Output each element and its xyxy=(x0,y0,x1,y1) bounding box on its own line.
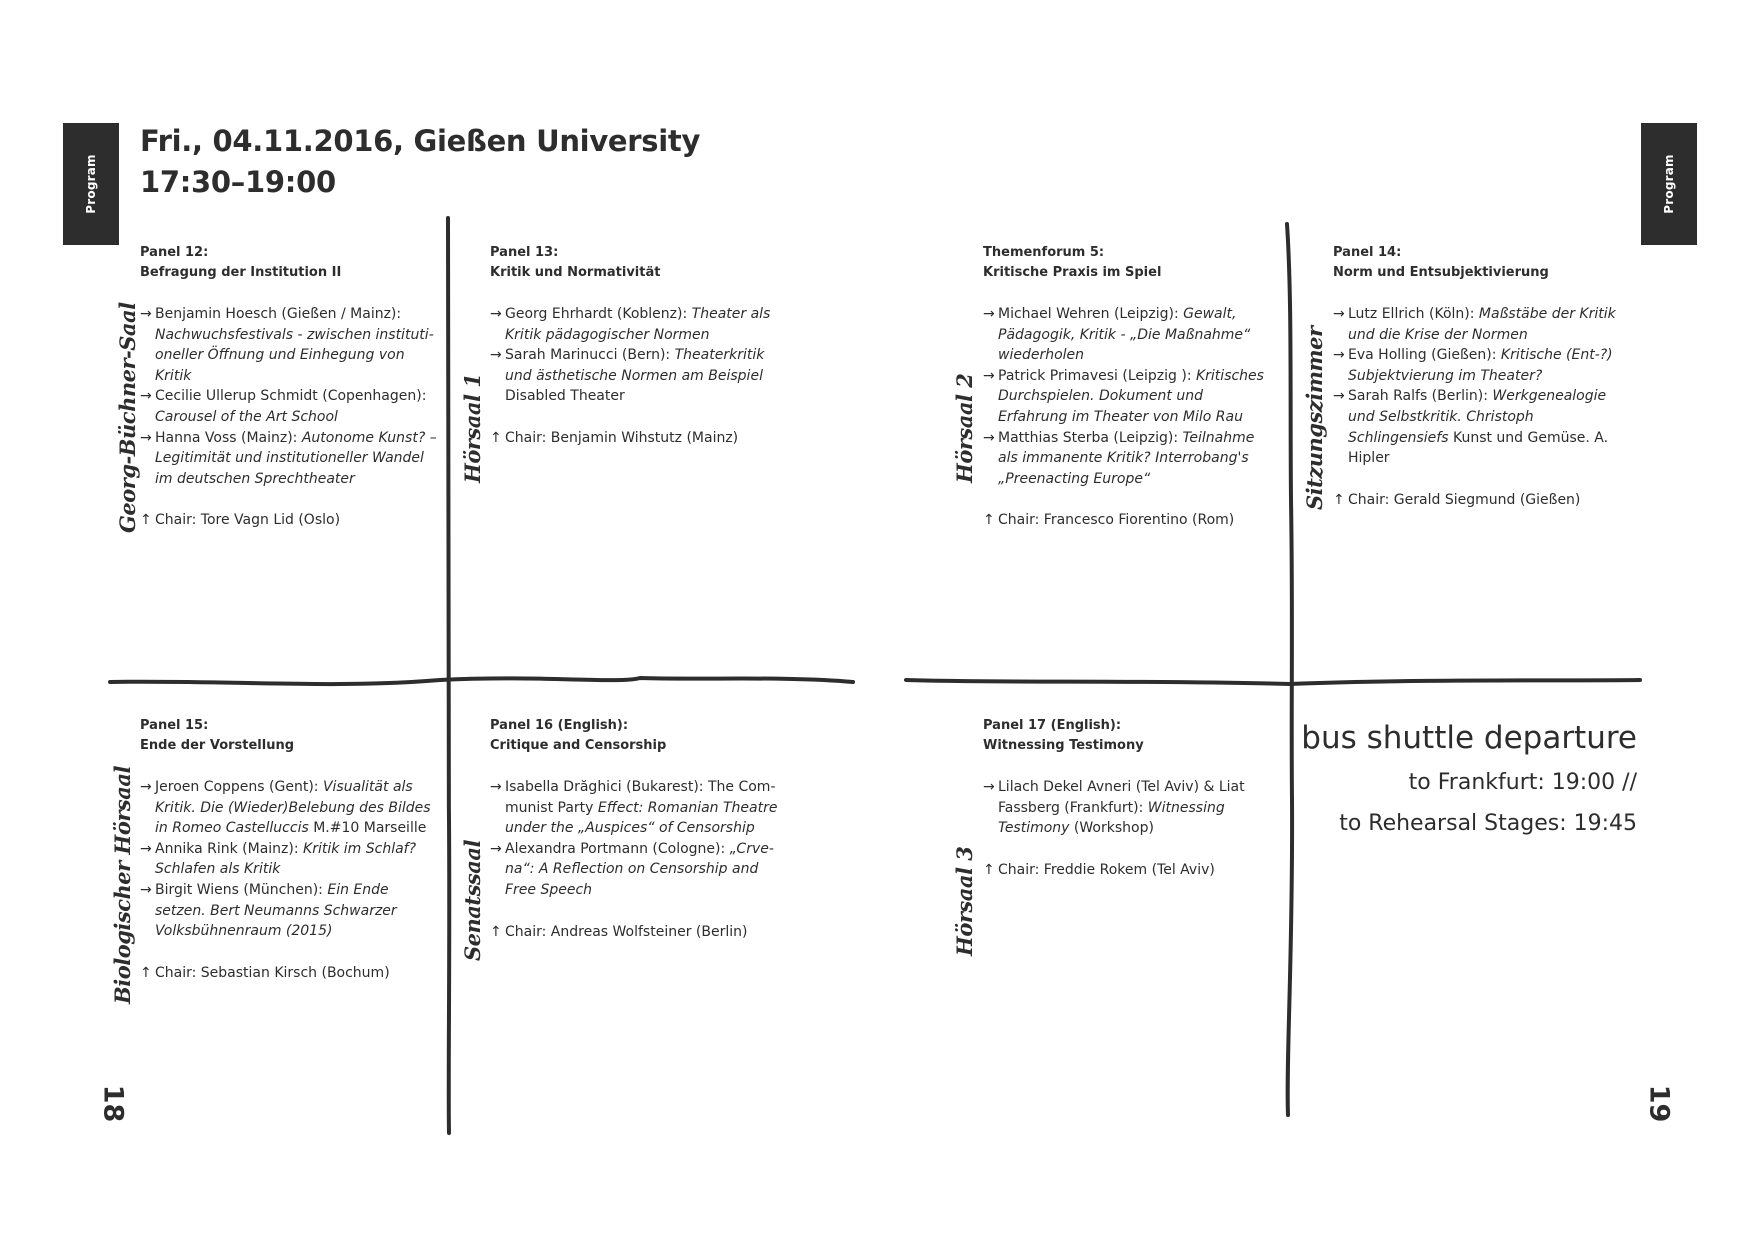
talk-speaker: Matthias Sterba (Leipzig): xyxy=(998,429,1183,446)
bus-shuttle-frankfurt: to Frankfurt: 19:00 // xyxy=(1408,770,1637,795)
arrow-right-icon: → xyxy=(983,429,995,446)
talk-title-rest: Kunst und Gemüse. A. Hipler xyxy=(1348,429,1609,467)
talk-speaker: Hanna Voss (Mainz): xyxy=(155,429,302,446)
arrow-right-icon: → xyxy=(140,779,152,795)
arrow-up-icon: ↑ xyxy=(140,964,152,981)
arrow-right-icon: → xyxy=(490,347,502,364)
panel-label: Themenforum 5: xyxy=(983,245,1105,260)
talk-title: Kritik im Schlaf? Schlafen als Kritik xyxy=(155,840,417,878)
talk-speaker: Michael Wehren (Leipzig): xyxy=(998,306,1184,322)
talk-entry xyxy=(490,345,780,407)
panel-title: Kritische Praxis im Spiel xyxy=(983,265,1162,280)
arrow-right-icon: → xyxy=(140,388,152,405)
talk-title: Visualität als Kritik. Die (Wieder)Belebung des Bildes in Romeo Castelluccis xyxy=(155,779,431,837)
talk-title: „Crvena“: A Reflection on Censorship and Free Speech xyxy=(505,840,774,898)
talk-entry xyxy=(140,386,440,427)
panel-title: Critique and Censorship xyxy=(490,738,667,753)
talk-entry xyxy=(490,777,790,839)
talk-title-rest: (Workshop) xyxy=(1069,820,1154,837)
panel-14 xyxy=(1333,243,1633,510)
talk-title: Maßstäbe der Kritik und die Krise der Normen xyxy=(1348,306,1616,343)
talk-title: Witnessing Testimony xyxy=(998,799,1225,837)
chair-entry xyxy=(140,963,440,984)
arrow-right-icon: → xyxy=(490,840,502,857)
panel-chair: Chair: Francesco Fiorentino (Rom) xyxy=(998,512,1235,529)
arrow-right-icon: → xyxy=(983,779,995,795)
panel-chair: Chair: Freddie Rokem (Tel Aviv) xyxy=(998,861,1215,878)
panel-label: Panel 15: xyxy=(140,718,209,733)
divider-vertical-left xyxy=(448,218,449,1133)
arrow-up-icon: ↑ xyxy=(140,512,152,529)
panel-label: Panel 13: xyxy=(490,245,559,260)
talk-speaker: Benjamin Hoesch (Gießen / Mainz): xyxy=(155,306,402,322)
talk-title-rest: Disabled Theater xyxy=(505,388,625,405)
page-number-left: 18 xyxy=(97,1084,129,1123)
arrow-up-icon: ↑ xyxy=(490,923,502,940)
talk-entry xyxy=(983,304,1273,366)
talk-speaker: Birgit Wiens (München): xyxy=(155,881,328,898)
panel-chair: Chair: Benjamin Wihstutz (Mainz) xyxy=(505,429,739,446)
arrow-right-icon: → xyxy=(140,881,152,898)
talk-entry xyxy=(983,777,1273,839)
panel-chair: Chair: Tore Vagn Lid (Oslo) xyxy=(155,512,341,529)
talk-speaker: Isabella Drăghici (Bukarest): The Communist Party xyxy=(505,779,776,816)
arrow-right-icon: → xyxy=(983,367,995,384)
program-tab-label: Program xyxy=(1662,154,1676,214)
talk-title: Effect: Romanian Theatre under the „Auspices“ of Censorship xyxy=(505,799,778,837)
room-label-biologischer-hoersaal: Biologischer Hörsaal xyxy=(110,766,135,1004)
chair-entry xyxy=(490,428,780,449)
talk-entry xyxy=(1333,304,1633,345)
divider-horizontal-right xyxy=(906,680,1640,684)
arrow-up-icon: ↑ xyxy=(983,861,995,878)
room-label-georg-buechner-saal: Georg-Büchner-Saal xyxy=(115,302,140,533)
talk-speaker: Lutz Ellrich (Köln): xyxy=(1348,306,1479,322)
divider-vertical-right xyxy=(1287,224,1292,1115)
chair-entry xyxy=(983,860,1273,881)
talk-title: Ein Ende setzen. Bert Neumanns Schwarzer Volksbühnenraum (2015) xyxy=(155,881,397,940)
panel-title: Befragung der Institution II xyxy=(140,265,342,280)
talk-entry xyxy=(983,428,1273,490)
room-label-hoersaal-2: Hörsaal 2 xyxy=(952,373,977,483)
room-label-sitzungszimmer: Sitzungszimmer xyxy=(1302,326,1327,510)
panel-chair: Chair: Gerald Siegmund (Gießen) xyxy=(1348,491,1581,508)
themenforum-5 xyxy=(983,243,1273,531)
arrow-right-icon: → xyxy=(140,306,152,322)
panel-title: Norm und Entsubjektivierung xyxy=(1333,265,1549,280)
panel-13 xyxy=(490,243,780,449)
talk-speaker: Sarah Marinucci (Bern): xyxy=(505,347,675,364)
talk-entry xyxy=(490,839,790,901)
panel-title: Ende der Vorstellung xyxy=(140,738,295,753)
talk-title: Carousel of the Art School xyxy=(155,408,338,425)
panel-chair: Chair: Andreas Wolfsteiner (Berlin) xyxy=(505,923,748,940)
talk-speaker: Patrick Primavesi (Leipzig ): xyxy=(998,367,1196,384)
arrow-up-icon: ↑ xyxy=(1333,491,1345,508)
room-label-hoersaal-3: Hörsaal 3 xyxy=(952,846,977,956)
bus-shuttle-rehearsal: to Rehearsal Stages: 19:45 xyxy=(1339,811,1637,836)
divider-horizontal-left xyxy=(110,678,853,684)
panel-label: Panel 17 (English): xyxy=(983,718,1122,733)
talk-entry xyxy=(140,880,440,942)
talk-entry xyxy=(983,366,1273,428)
page-number-right: 19 xyxy=(1643,1084,1675,1123)
talk-speaker: Jeroen Coppens (Gent): xyxy=(155,779,323,795)
panel-15 xyxy=(140,716,440,983)
panel-title: Kritik und Normativität xyxy=(490,265,661,280)
talk-title: Theaterkritik und ästhetische Normen am Beispiel xyxy=(505,347,765,384)
talk-entry xyxy=(140,304,440,386)
arrow-right-icon: → xyxy=(1333,347,1345,364)
chair-entry xyxy=(983,510,1273,531)
talk-title: Teilnahme als immanente Kritik? Interrobang's „Preenacting Europe“ xyxy=(998,429,1255,487)
talk-entry xyxy=(490,304,780,345)
page-heading-time: 17:30–19:00 xyxy=(140,165,336,199)
arrow-right-icon: → xyxy=(490,306,502,322)
chair-entry xyxy=(140,510,440,531)
talk-entry xyxy=(1333,386,1633,468)
chair-entry xyxy=(490,922,790,943)
room-label-hoersaal-1: Hörsaal 1 xyxy=(460,373,485,483)
chair-entry xyxy=(1333,490,1633,511)
arrow-right-icon: → xyxy=(1333,306,1345,322)
talk-speaker: Sarah Ralfs (Berlin): xyxy=(1348,388,1493,405)
room-label-senatssaal: Senatssaal xyxy=(460,840,485,961)
talk-title: Kritische (Ent-?) Subjektvierung im Theater? xyxy=(1348,347,1613,384)
talk-title: Nachwuchsfestivals - zwischen institutioneller Öffnung und Einhegung von Kritik xyxy=(155,326,434,384)
talk-speaker: Alexandra Portmann (Cologne): xyxy=(505,840,730,857)
talk-title-rest: M.#10 Marseille xyxy=(308,820,427,837)
talk-entry xyxy=(1333,345,1633,386)
arrow-right-icon: → xyxy=(140,840,152,857)
talk-entry xyxy=(140,839,440,880)
talk-speaker: Georg Ehrhardt (Koblenz): xyxy=(505,306,692,322)
arrow-right-icon: → xyxy=(983,306,995,322)
talk-entry xyxy=(140,777,440,839)
panel-chair: Chair: Sebastian Kirsch (Bochum) xyxy=(155,964,390,981)
talk-speaker: Cecilie Ullerup Schmidt (Copenhagen): xyxy=(155,388,427,405)
panel-12 xyxy=(140,243,440,531)
talk-entry xyxy=(140,428,440,490)
talk-title: Werkgenealogie und Selbstkritik. Christoph Schlingensiefs xyxy=(1348,388,1607,446)
panel-17 xyxy=(983,716,1273,880)
talk-title: Autonome Kunst? – Legitimität und institutioneller Wandel im deutschen Sprechtheater xyxy=(155,429,437,487)
talk-speaker: Eva Holling (Gießen): xyxy=(1348,347,1501,364)
arrow-right-icon: → xyxy=(1333,388,1345,405)
arrow-up-icon: ↑ xyxy=(490,429,502,446)
bus-shuttle-title: bus shuttle departure xyxy=(1301,720,1637,756)
talk-speaker: Annika Rink (Mainz): xyxy=(155,840,304,857)
talk-speaker: Lilach Dekel Avneri (Tel Aviv) & Liat Fassberg (Frankfurt): xyxy=(998,779,1245,816)
arrow-up-icon: ↑ xyxy=(983,512,995,529)
program-tab-label: Program xyxy=(84,154,98,214)
talk-title: Theater als Kritik pädagogischer Normen xyxy=(505,306,771,343)
panel-label: Panel 16 (English): xyxy=(490,718,629,733)
page-heading-date: Fri., 04.11.2016, Gießen University xyxy=(140,124,701,158)
panel-label: Panel 12: xyxy=(140,245,209,260)
talk-title: Gewalt, Pädagogik, Kritik - „Die Maßnahme“ wiederholen xyxy=(998,306,1251,364)
panel-title: Witnessing Testimony xyxy=(983,738,1144,753)
panel-16 xyxy=(490,716,790,942)
talk-title: Kritisches Durchspielen. Dokument und Erfahrung im Theater von Milo Rau xyxy=(998,367,1264,425)
arrow-right-icon: → xyxy=(490,779,502,795)
panel-label: Panel 14: xyxy=(1333,245,1402,260)
arrow-right-icon: → xyxy=(140,429,152,446)
